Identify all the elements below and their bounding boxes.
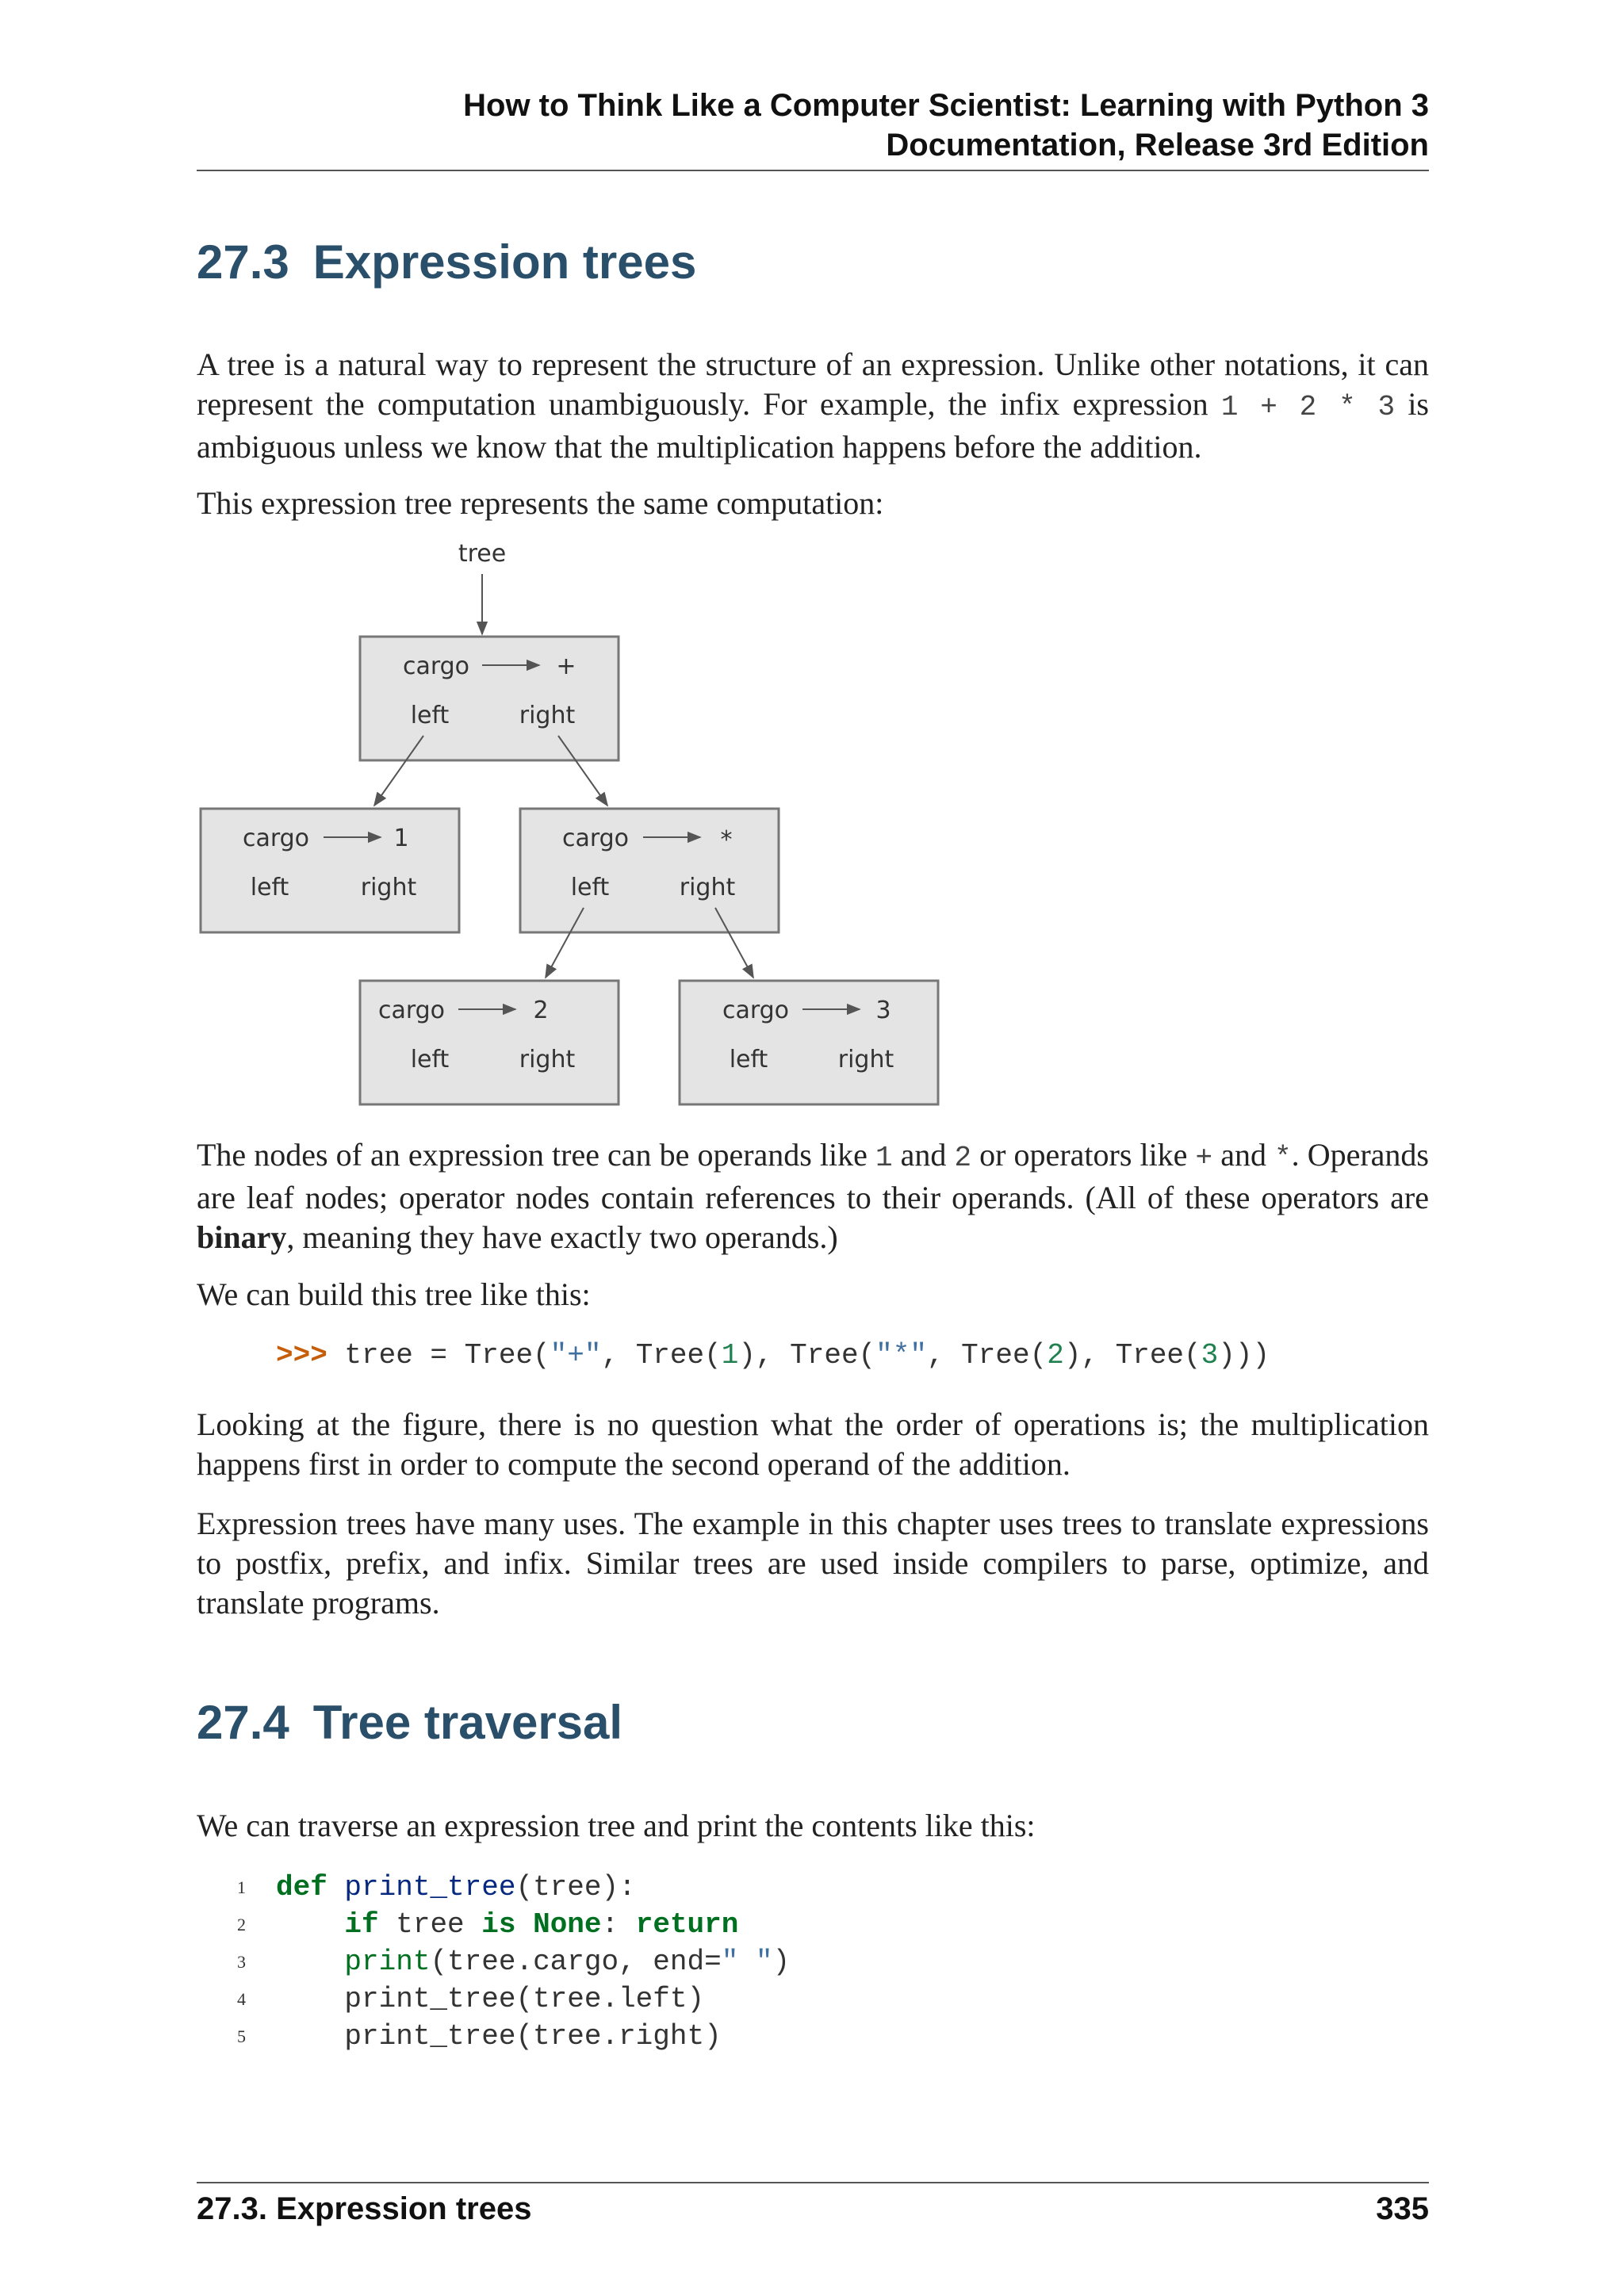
tree-node-operand-1: [201, 809, 459, 932]
code-token: tree = Tree(: [327, 1339, 550, 1372]
section-title: Tree traversal: [312, 1696, 623, 1749]
left-label: left: [729, 1046, 768, 1073]
text-run: The nodes of an expression tree can be operands like: [197, 1137, 875, 1173]
tree-node-operand-3: [680, 981, 938, 1104]
header-rule: [197, 170, 1429, 171]
paragraph-traverse-intro: We can traverse an expression tree and print the contents like this:: [197, 1808, 1036, 1843]
cargo-value: 3: [875, 997, 891, 1024]
code-function-name: print_tree: [344, 1871, 516, 1904]
section-heading-27-4: [197, 1695, 622, 1750]
code-indent: [276, 1946, 344, 1978]
expression-tree-figure: [197, 531, 950, 1110]
text-run: , meaning they have exactly two operands.): [286, 1219, 838, 1255]
inline-code: 1 + 2 * 3: [1220, 391, 1396, 423]
code-token: ), Tree(: [738, 1339, 876, 1372]
code-line-2: [276, 1906, 790, 1943]
code-token: ), Tree(: [1063, 1339, 1201, 1372]
left-label: left: [250, 874, 289, 901]
paragraph-order: Looking at the figure, there is no question what the order of operations is; the multiplication happens first in order to compute the second operand of the addition.: [197, 1406, 1429, 1482]
node-box: [680, 981, 938, 1104]
code-token: , Tree(: [601, 1339, 722, 1372]
code-keyword: is: [481, 1908, 516, 1941]
text-run: . Operands are leaf nodes; operator nodes contain references to their operands. (All of these operators are: [197, 1137, 1429, 1215]
paragraph-intro: [197, 345, 1429, 467]
code-token: [515, 1908, 533, 1941]
paragraph-nodes: [197, 1135, 1429, 1257]
paragraph-uses: Expression trees have many uses. The example in this chapter uses trees to translate expressions to postfix, prefix, and infix. Similar trees are used inside compilers to parse, optimize, and translate programs.: [197, 1506, 1429, 1621]
cargo-label: cargo: [722, 997, 790, 1024]
code-string: "+": [550, 1339, 602, 1372]
tree-node-operator-multiply: [520, 809, 779, 932]
code-keyword: if: [344, 1908, 379, 1941]
code-line-4: print_tree(tree.left): [276, 1983, 705, 2015]
code-block-print-tree: [276, 1869, 790, 2055]
paragraph-figure-intro: This expression tree represents the same computation:: [197, 485, 884, 521]
code-token: :: [601, 1908, 636, 1941]
line-number: 2: [237, 1915, 246, 1934]
code-block-build-tree: [276, 1337, 1270, 1374]
right-label: right: [519, 702, 576, 729]
code-line-5: print_tree(tree.right): [276, 2020, 722, 2053]
right-label: right: [519, 1046, 576, 1073]
section-heading-27-3: [197, 235, 696, 289]
code-keyword: None: [533, 1908, 602, 1941]
right-label: right: [837, 1046, 894, 1073]
code-keyword: def: [276, 1871, 327, 1904]
code-indent: [276, 1908, 344, 1941]
line-number: 4: [237, 1989, 246, 2009]
text-run: or operators like: [971, 1137, 1196, 1173]
code-string: "*": [875, 1339, 927, 1372]
line-number: 1: [237, 1877, 246, 1897]
root-variable-label: tree: [458, 540, 507, 568]
text-run: and: [892, 1137, 955, 1173]
cargo-value: 1: [393, 825, 409, 852]
cargo-label: cargo: [242, 825, 310, 852]
cargo-value: +: [556, 652, 576, 680]
cargo-value: 2: [533, 997, 549, 1024]
section-title: Expression trees: [312, 235, 697, 289]
paragraph-build-intro: We can build this tree like this:: [197, 1276, 591, 1312]
section-number: 27.4: [197, 1696, 289, 1749]
code-token: ): [772, 1946, 791, 1978]
line-number: 5: [237, 2026, 246, 2046]
code-builtin: print: [344, 1946, 431, 1978]
code-string: " ": [721, 1946, 773, 1978]
cargo-label: cargo: [402, 652, 470, 680]
left-label: left: [410, 1046, 450, 1073]
footer-section-label: 27.3. Expression trees: [197, 2191, 532, 2226]
cargo-label: cargo: [377, 997, 446, 1024]
line-number: 3: [237, 1952, 246, 1972]
footer-rule: [197, 2182, 1429, 2183]
text-run: is ambiguous unless we know that the multiplication happens before the addition.: [197, 386, 1429, 465]
tree-node-root: [360, 637, 619, 760]
bold-term: binary: [197, 1219, 287, 1255]
code-line-3: [276, 1943, 790, 1980]
text-run: and: [1212, 1137, 1275, 1173]
code-number: 1: [721, 1339, 739, 1372]
text-run: A tree is a natural way to represent the structure of an expression. Unlike other notations, it can represent the computation unambiguously. For example, the infix expression: [197, 346, 1429, 422]
code-keyword: return: [635, 1908, 739, 1941]
left-label: left: [570, 874, 610, 901]
right-label: right: [679, 874, 736, 901]
inline-code: *: [1274, 1142, 1292, 1174]
code-token: ))): [1218, 1339, 1270, 1372]
section-number: 27.3: [197, 235, 289, 289]
code-token: tree: [378, 1908, 482, 1941]
node-box: [201, 809, 459, 932]
code-token: , Tree(: [926, 1339, 1048, 1372]
code-token: (tree):: [515, 1871, 636, 1904]
tree-node-operand-2: [360, 981, 619, 1104]
inline-code: +: [1195, 1142, 1213, 1174]
inline-code: 1: [875, 1142, 893, 1174]
inline-code: 2: [954, 1142, 972, 1174]
footer-page-number: 335: [1376, 2191, 1429, 2226]
node-box: [360, 637, 619, 760]
node-box: [520, 809, 779, 932]
repl-prompt: >>>: [276, 1339, 327, 1372]
code-number: 3: [1201, 1339, 1219, 1372]
cargo-value: *: [720, 826, 733, 854]
cargo-label: cargo: [561, 825, 630, 852]
header-title-line-2: Documentation, Release 3rd Edition: [886, 128, 1429, 163]
right-label: right: [360, 874, 417, 901]
header-title-line-1: How to Think Like a Computer Scientist: Learning with Python 3: [463, 88, 1429, 123]
code-number: 2: [1047, 1339, 1064, 1372]
code-line-1: [276, 1869, 790, 1906]
left-label: left: [410, 702, 450, 729]
code-token: (tree.cargo, end=: [430, 1946, 722, 1978]
running-header: [197, 86, 1429, 165]
